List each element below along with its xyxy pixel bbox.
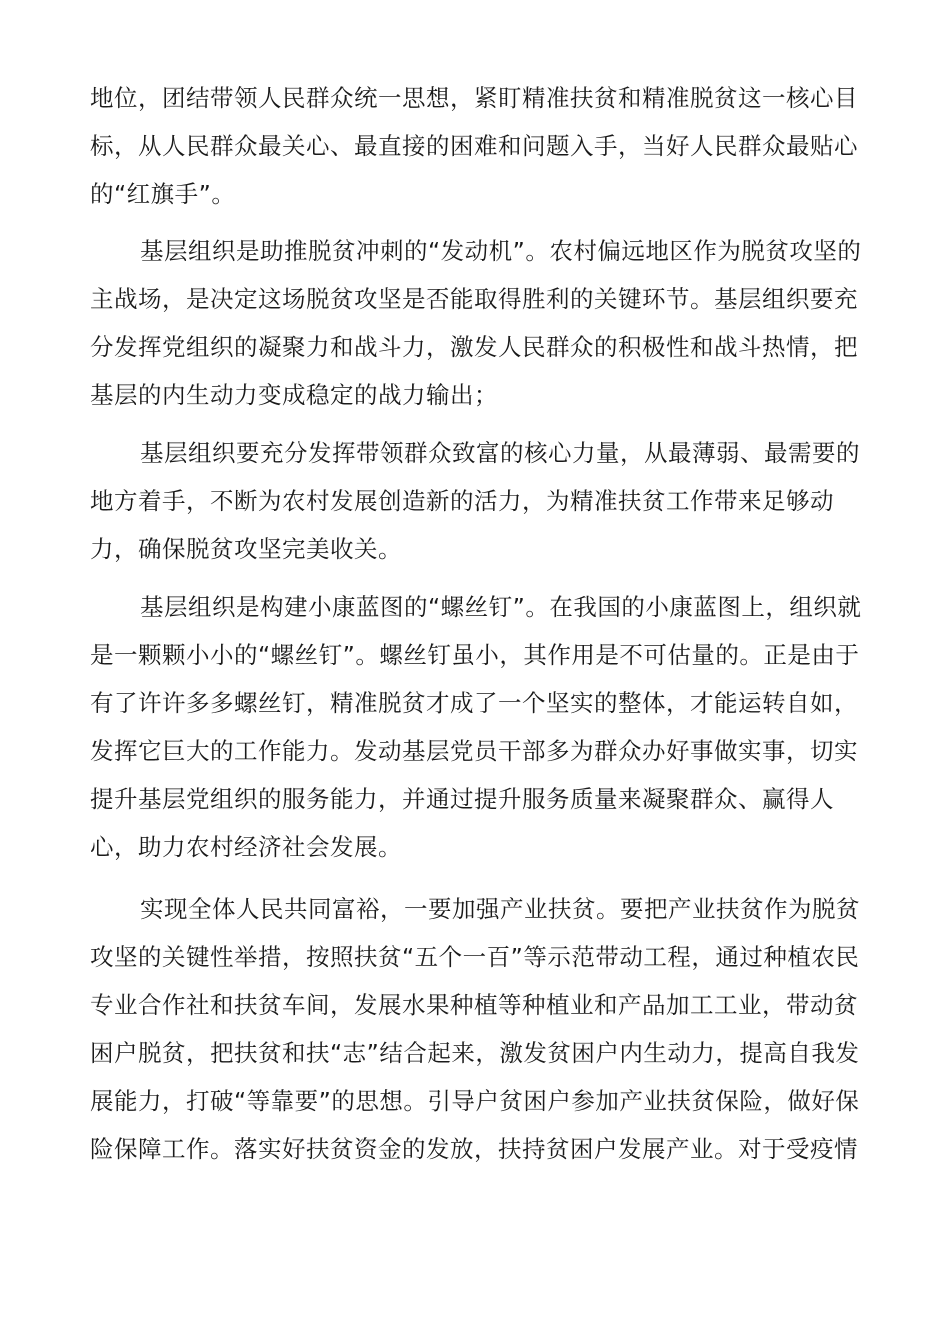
text-line: 有了许许多多螺丝钉，精准脱贫才成了一个坚实的整体，才能运转自如， [90, 689, 858, 717]
text-line: 攻坚的关键性举措，按照扶贫“五个一百”等示范带动工程，通过种植农民 [90, 943, 860, 971]
text-line: 主战场，是决定这场脱贫攻坚是否能取得胜利的关键环节。基层组织要充 [90, 285, 858, 313]
paragraph-first-line: 实现全体人民共同富裕，一要加强产业扶贫。要把产业扶贫作为脱贫 [140, 895, 860, 923]
text-line: 展能力，打破“等靠要”的思想。引导户贫困户参加产业扶贫保险，做好保 [90, 1087, 860, 1115]
text-line: 基层的内生动力变成稳定的战力输出； [90, 381, 498, 409]
paragraph-first-line: 基层组织是构建小康蓝图的“螺丝钉”。在我国的小康蓝图上，组织就 [140, 593, 862, 621]
text-line: 地方着手，不断为农村发展创造新的活力，为精准扶贫工作带来足够动 [90, 487, 834, 515]
text-line: 地位，团结带领人民群众统一思想，紧盯精准扶贫和精准脱贫这一核心目 [90, 84, 858, 112]
text-line: 险保障工作。落实好扶贫资金的发放，扶持贫困户发展产业。对于受疫情 [90, 1135, 858, 1163]
text-line: 发挥它巨大的工作能力。发动基层党员干部多为群众办好事做实事，切实 [90, 737, 858, 765]
text-line: 力，确保脱贫攻坚完美收关。 [90, 535, 402, 563]
text-line: 提升基层党组织的服务能力，并通过提升服务质量来凝聚群众、赢得人 [90, 785, 834, 813]
text-line: 心，助力农村经济社会发展。 [90, 833, 402, 861]
text-line: 专业合作社和扶贫车间，发展水果种植等种植业和产品加工工业，带动贫 [90, 991, 858, 1019]
paragraph-first-line: 基层组织是助推脱贫冲刺的“发动机”。农村偏远地区作为脱贫攻坚的 [140, 237, 862, 265]
text-line: 标，从人民群众最关心、最直接的困难和问题入手，当好人民群众最贴心 [90, 132, 858, 160]
paragraph-first-line: 基层组织要充分发挥带领群众致富的核心力量，从最薄弱、最需要的 [140, 439, 860, 467]
text-line: 是一颗颗小小的“螺丝钉”。螺丝钉虽小，其作用是不可估量的。正是由于 [90, 641, 860, 669]
text-line: 的“红旗手”。 [90, 180, 236, 208]
text-line: 分发挥党组织的凝聚力和战斗力，激发人民群众的积极性和战斗热情，把 [90, 333, 858, 361]
text-line: 困户脱贫，把扶贫和扶“志”结合起来，激发贫困户内生动力，提高自我发 [90, 1039, 860, 1067]
